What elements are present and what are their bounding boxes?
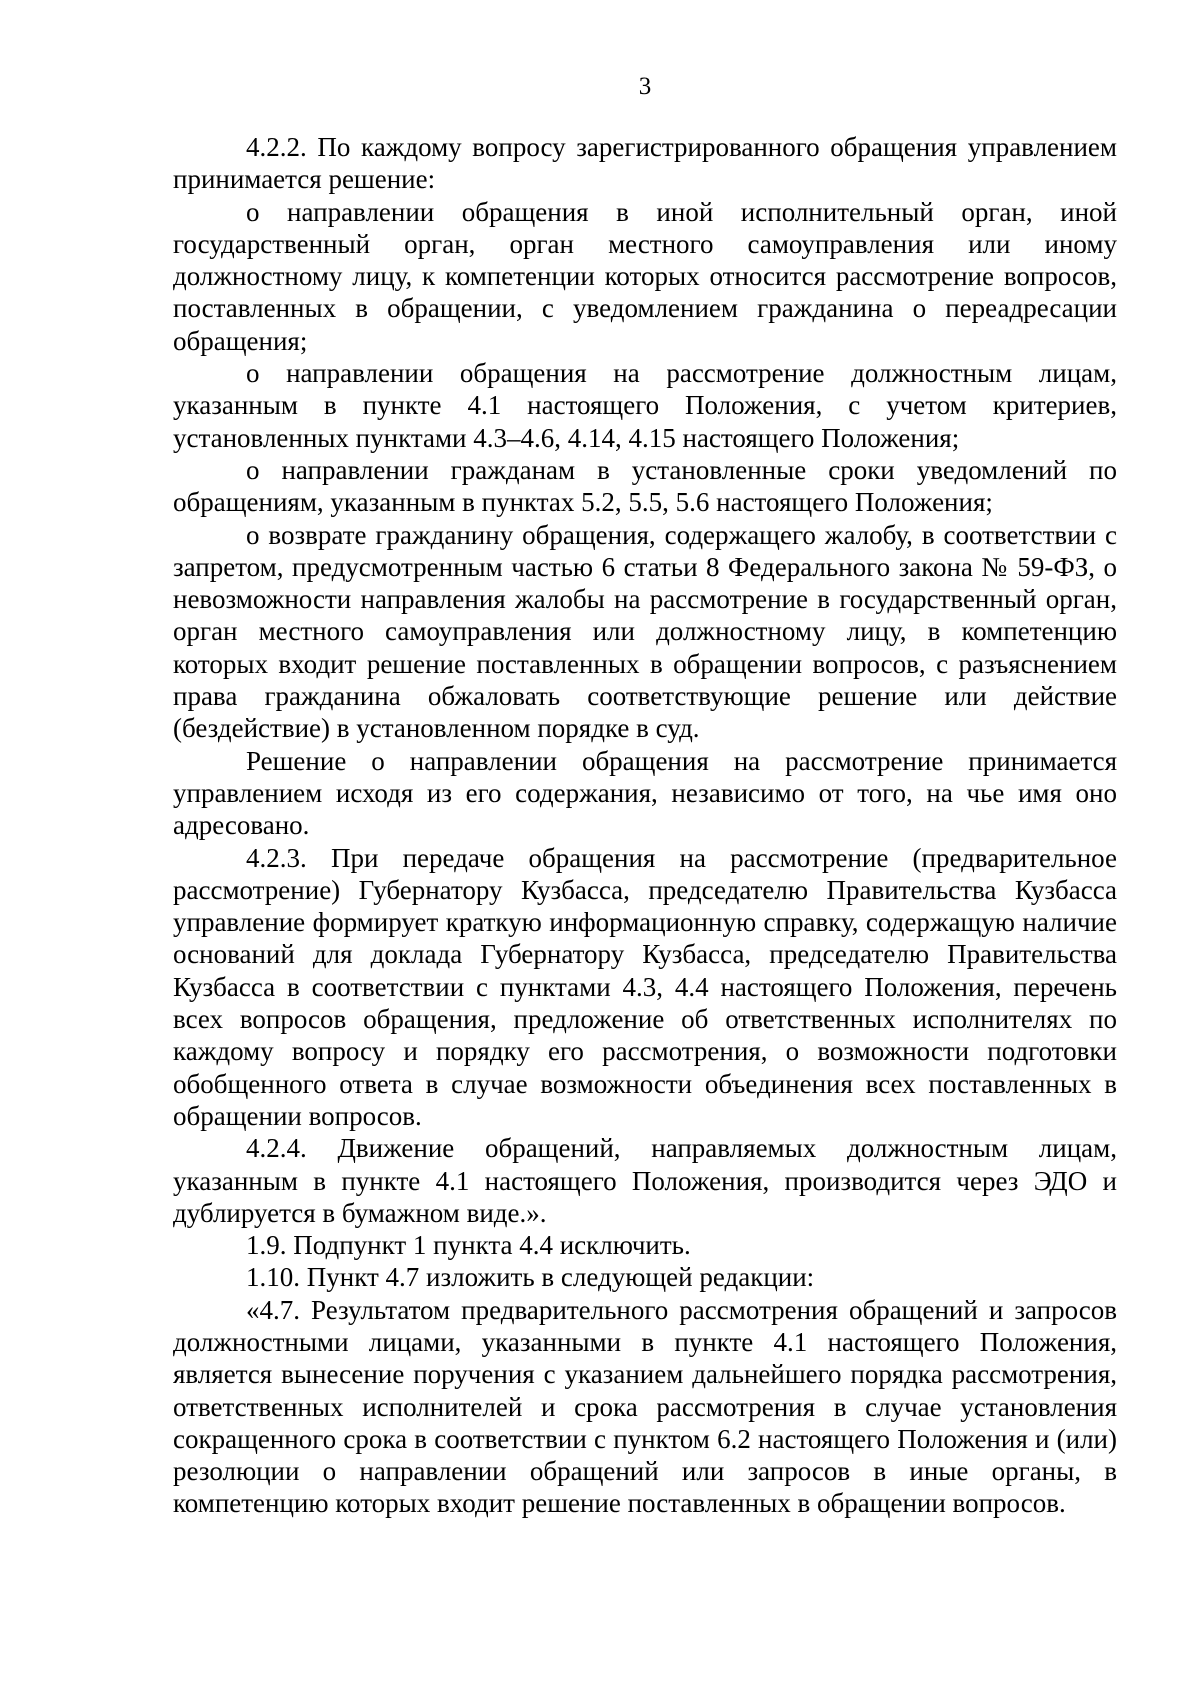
paragraph-4-2-2: 4.2.2. По каждому вопросу зарегистрированного обращения управлением принимается решение: [173, 132, 1117, 195]
paragraph-return-decision: о возврате гражданину обращения, содержащего жалобу, в соответствии с запретом, предусмотренным частью 6 статьи 8 Федерального закона № 59-ФЗ, о невозможности направления жалобы на рассмотрение в государственный орган, орган местного самоуправления или должностному лицу, в компетенцию которых входит решение поставленных в обращении вопросов, с разъяснением права гражданина обжаловать соответствующие решение или действие (бездействие) в установленном порядке в суд. [173, 519, 1117, 744]
paragraph-1-10: 1.10. Пункт 4.7 изложить в следующей редакции: [246, 1262, 815, 1293]
page-number: 3 [638, 73, 652, 100]
paragraph-4-7: «4.7. Результатом предварительного рассмотрения обращений и запросов должностными лицами, указанными в пункте 4.1 настоящего Положения, является вынесение поручения с указанием дальнейшего порядка рассмотрения, ответственных исполнителей и срока рассмотрения в случае установления сокращенного срока в соответствии с пунктом 6.2 настоящего Положения и (или) резолюции о направлении обращений или запросов в иные органы, в компетенцию которых входит решение поставленных в обращении вопросов. [173, 1294, 1117, 1519]
paragraph-review-decision: о направлении обращения на рассмотрение должностным лицам, указанным в пункте 4.1 настоящего Положения, с учетом критериев, установленных пунктами 4.3–4.6, 4.14, 4.15 настоящего Положения; [173, 358, 1117, 453]
paragraph-decision-basis: Решение о направлении обращения на рассмотрение принимается управлением исходя из его содержания, независимо от того, на чье имя оно адресовано. [173, 745, 1117, 841]
paragraph-4-2-3: 4.2.3. При передаче обращения на рассмотрение (предварительное рассмотрение) Губернатору Кузбасса, председателю Правительства Кузбасса управление формирует краткую информационную справку, содержащую наличие оснований для доклада Губернатору Кузбасса, председателю Правительства Кузбасса в соответствии с пунктами 4.3, 4.4 настоящего Положения, перечень всех вопросов обращения, предложение об ответственных исполнителях по каждому вопросу и порядку его рассмотрения, о возможности подготовки обобщенного ответа в случае возможности объединения всех поставленных в обращении вопросов. [173, 842, 1117, 1131]
paragraph-4-2-4: 4.2.4. Движение обращений, направляемых должностным лицам, указанным в пункте 4.1 настоящего Положения, производится через ЭДО и дублируется в бумажном виде.». [173, 1133, 1117, 1228]
document-body [173, 131, 1117, 1520]
paragraph-1-9: 1.9. Подпункт 1 пункта 4.4 исключить. [246, 1230, 691, 1261]
paragraph-notification-decision: о направлении гражданам в установленные сроки уведомлений по обращениям, указанным в пунктах 5.2, 5.5, 5.6 настоящего Положения; [173, 454, 1117, 518]
paragraph-redirect-decision: о направлении обращения в иной исполнительный орган, иной государственный орган, орган местного самоуправления или иному должностному лицу, к компетенции которых относится рассмотрение вопросов, поставленных в обращении, с уведомлением гражданина о переадресации обращения; [173, 196, 1117, 356]
